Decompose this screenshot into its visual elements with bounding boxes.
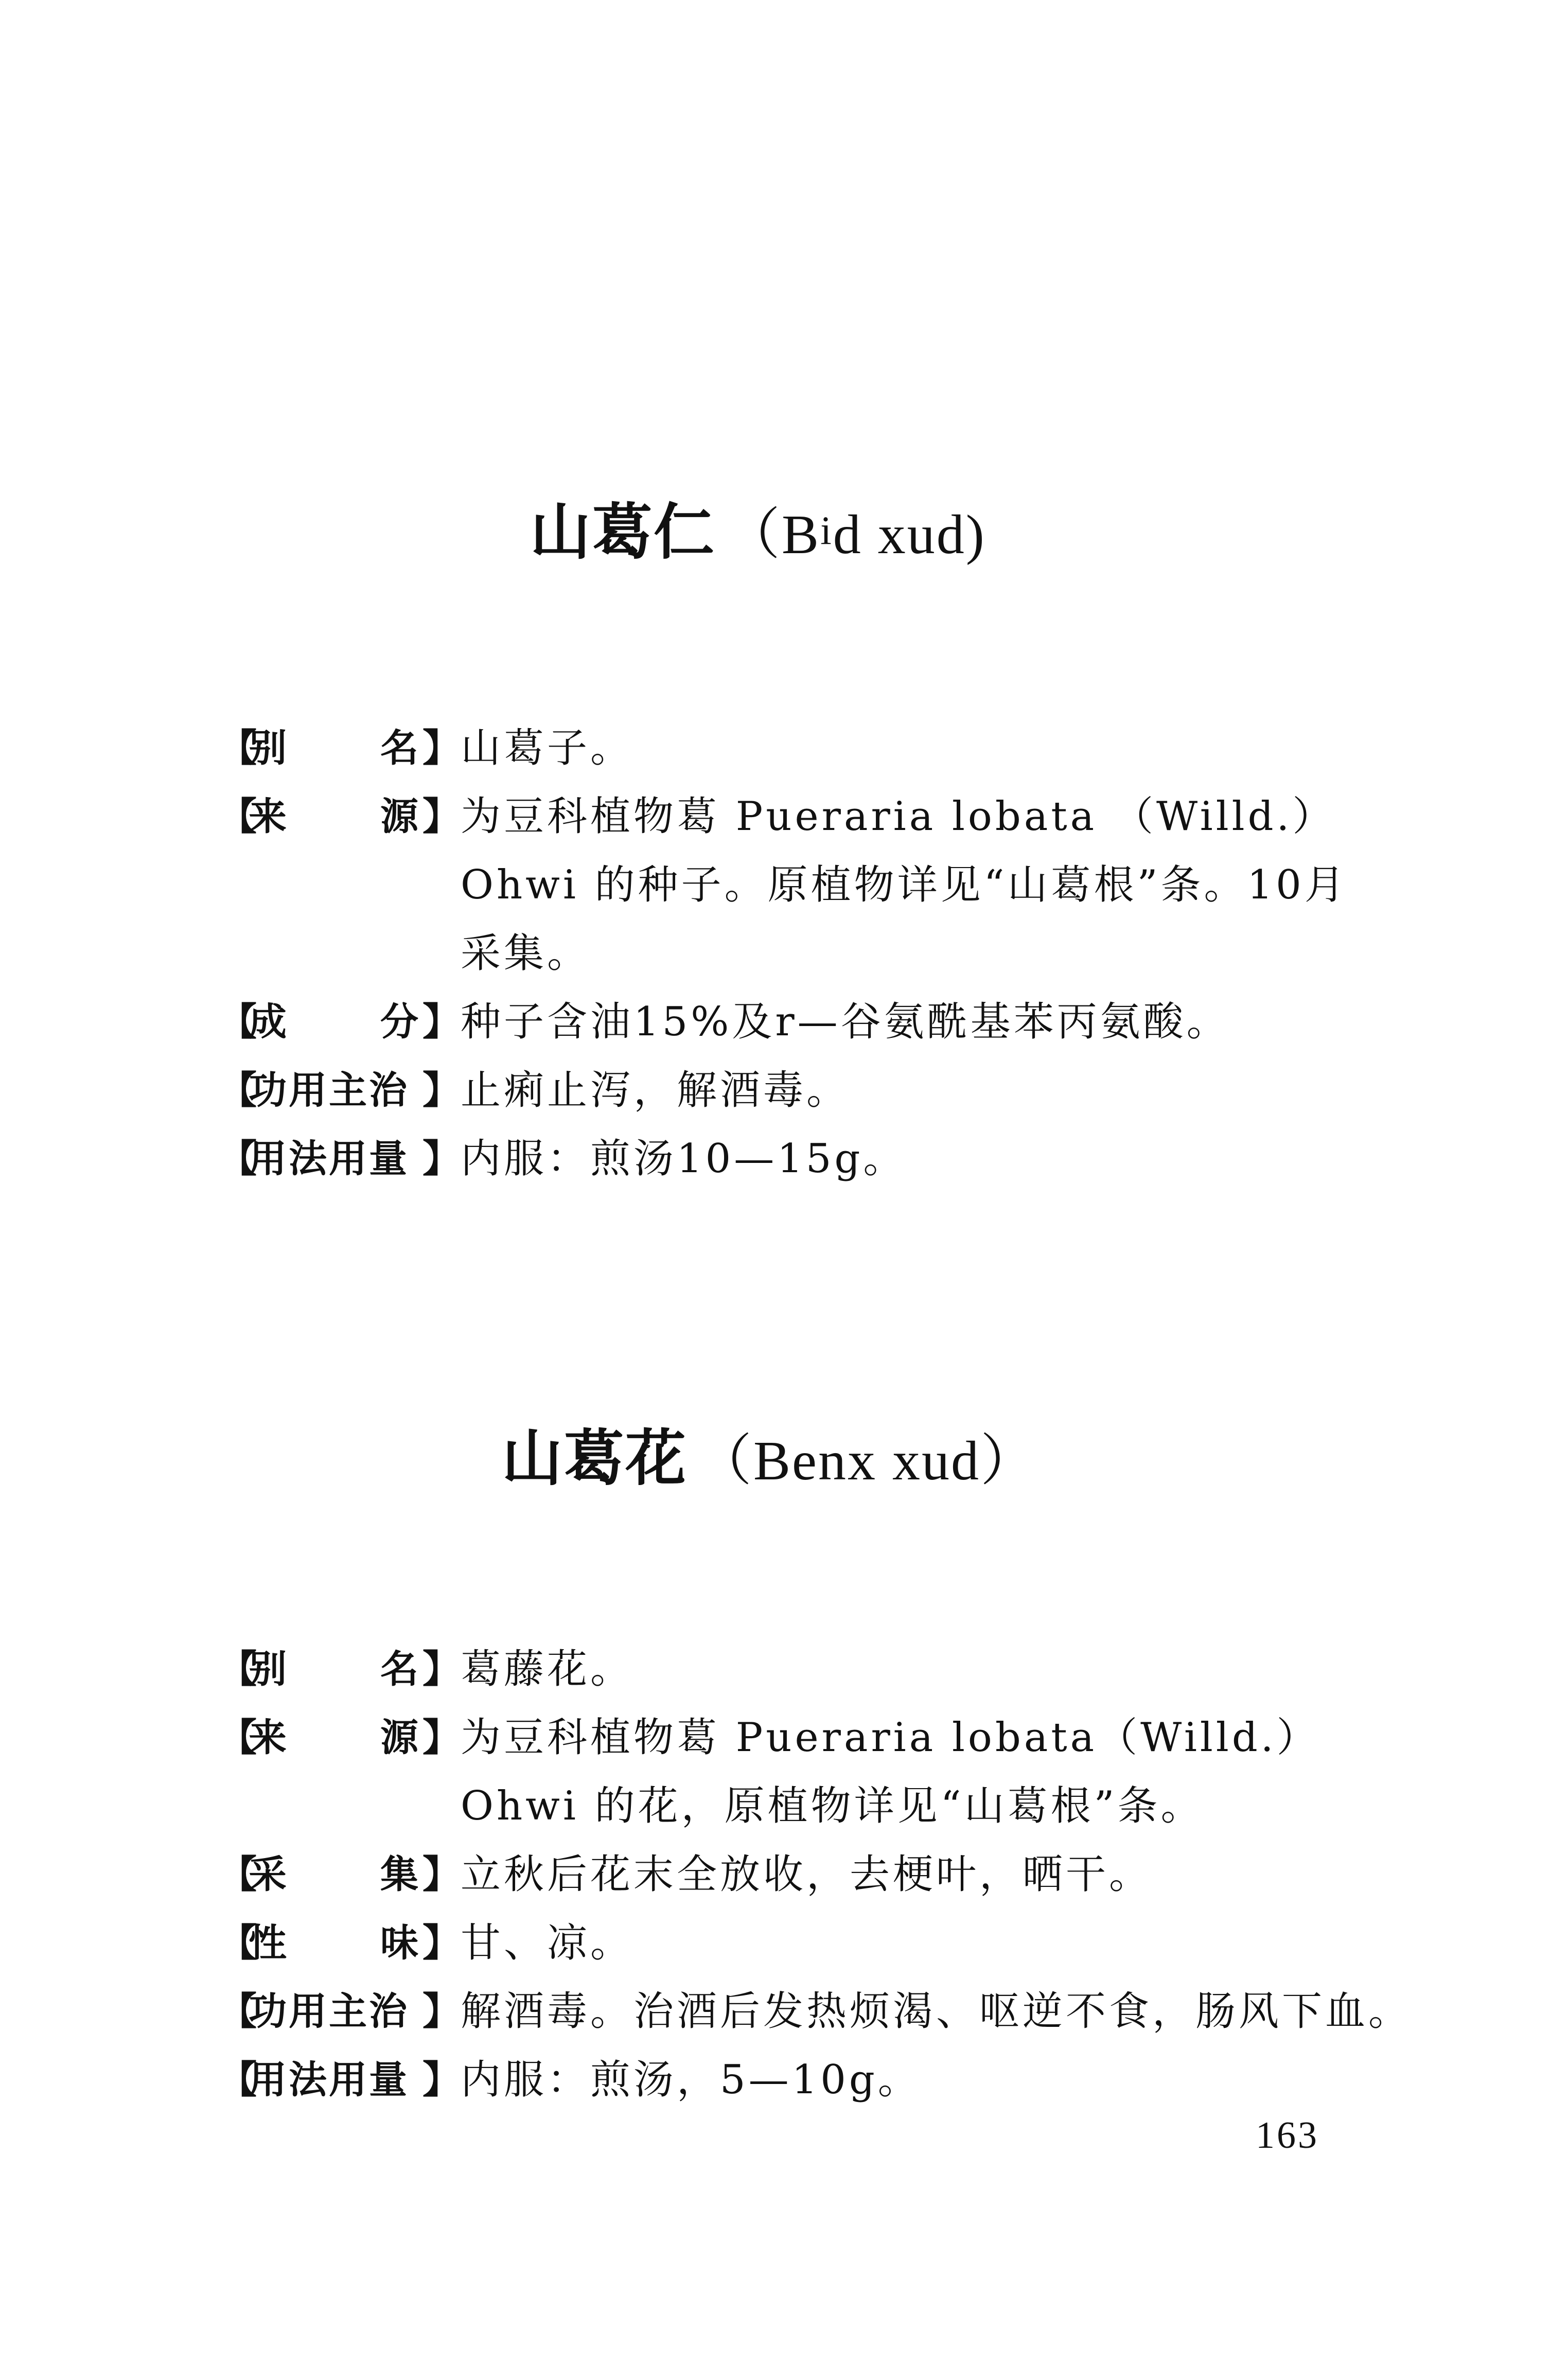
- field-text: 立秋后花末全放收，去梗叶，晒干。: [461, 1851, 1153, 1898]
- field-dosage: 【 用法用量 】 内服：煎汤，5—10g。: [219, 2046, 1423, 2114]
- field-source: 【 来 源 】 为豆科植物葛 Pueraria lobata（Willd.） Ohwi 的花，原植物详见“山葛根”条。: [219, 1704, 1423, 1841]
- field-text: 山葛子。: [461, 725, 634, 771]
- field-text: 种子含油15%及r—谷氨酰基苯丙氨酸。: [461, 999, 1230, 1045]
- field-indications: 【 功用主治 】 解酒毒。治酒后发热烦渴、呕逆不食，肠风下血。: [219, 1977, 1423, 2046]
- field-text: 葛藤花。: [461, 1646, 634, 1692]
- field-composition: 【 成 分 】 种子含油15%及r—谷氨酰基苯丙氨酸。: [219, 988, 1423, 1056]
- field-nature-taste: 【 性 味 】 甘、凉。: [219, 1909, 1423, 1977]
- entry-title-cn: 山葛花: [502, 1423, 688, 1494]
- field-alias: 【 别 名 】 山葛子。: [219, 714, 1423, 783]
- field-collection: 【 采 集 】 立秋后花末全放收，去梗叶，晒干。: [219, 1841, 1423, 1909]
- entry-title-1: [530, 497, 986, 568]
- field-text: 止痢止泻，解酒毒。: [461, 1067, 850, 1114]
- field-text: 内服：煎汤，5—10g。: [461, 2057, 921, 2103]
- field-text: 为豆科植物葛 Pueraria lobata（Willd.） Ohwi 的花，原植物详见“山葛根”条。: [461, 1715, 1320, 1829]
- field-dosage: 【 用法用量 】 内服：煎汤10—15g。: [219, 1125, 1423, 1193]
- page-number: 163: [1256, 2114, 1319, 2157]
- entry-title-cn: 山葛仁: [530, 497, 716, 568]
- entry-title-2: [502, 1423, 1037, 1494]
- entry-title-pinyin: （Benx xud）: [696, 1430, 1037, 1492]
- field-text: 为豆科植物葛 Pueraria lobata （Willd.） Ohwi 的种子。原植物详见“山葛根”条。10月 采集。: [461, 793, 1348, 977]
- field-text: 解酒毒。治酒后发热烦渴、呕逆不食，肠风下血。: [461, 1988, 1412, 2035]
- field-source: 【 来 源 】 为豆科植物葛 Pueraria lobata （Willd.） Ohwi 的种子。原植物详见“山葛根”条。10月 采集。: [219, 783, 1423, 988]
- field-text: 内服：煎汤10—15g。: [461, 1136, 907, 1182]
- field-text: 甘、凉。: [461, 1920, 634, 1966]
- entry-title-pinyin: （Bid xud): [725, 504, 986, 566]
- field-indications: 【 功用主治 】 止痢止泻，解酒毒。: [219, 1056, 1423, 1125]
- field-alias: 【 别 名 】 葛藤花。: [219, 1635, 1423, 1704]
